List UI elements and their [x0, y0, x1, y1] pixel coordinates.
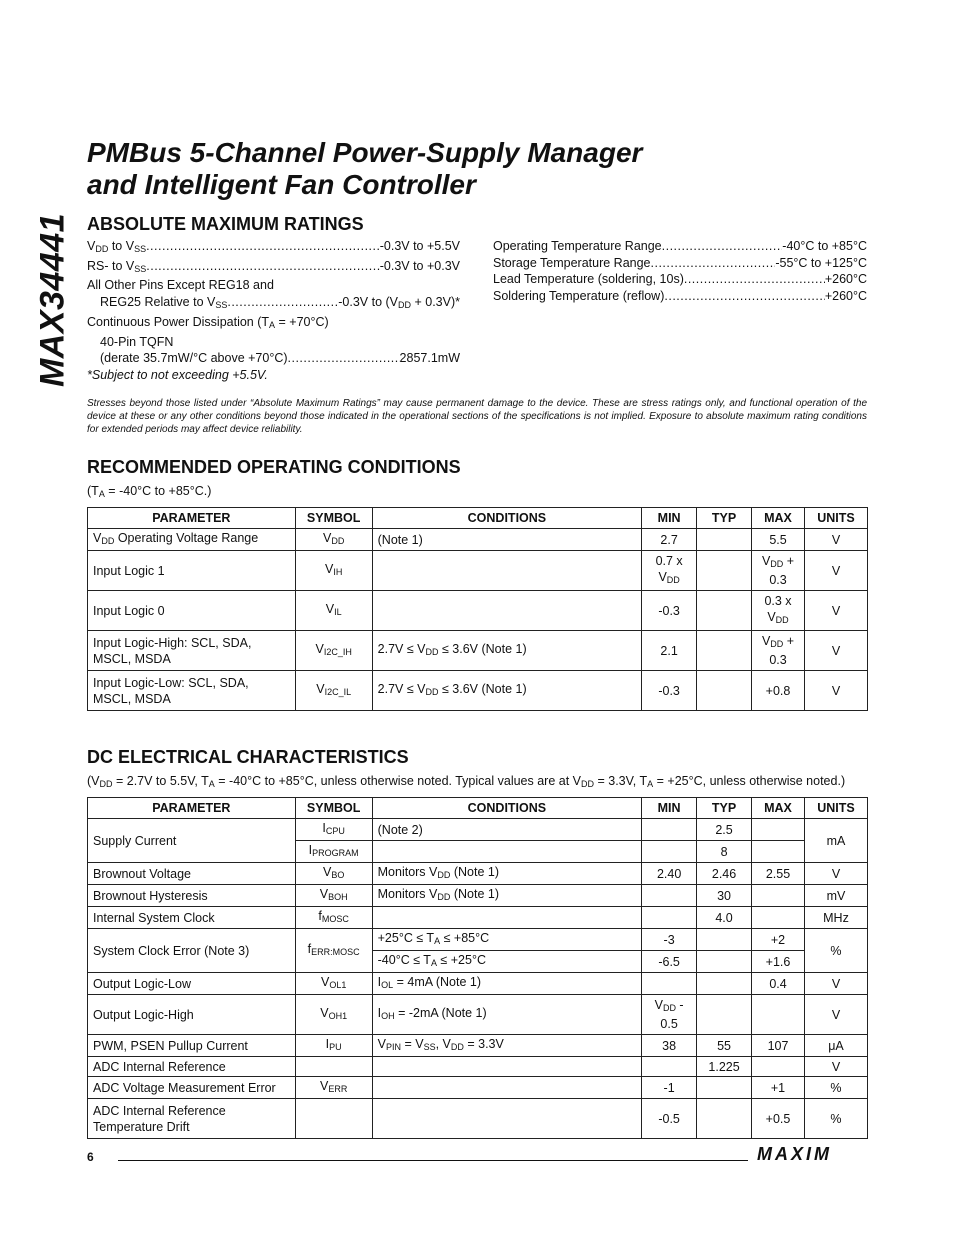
cell-units: V — [804, 591, 867, 631]
dc-conditions-note: ($V_{DD} = 2.7V$ to 5.5V, $T_A = -40^\circ C$ to +85°C, unless otherwise noted. Typical values are at $V_{DD} = 3.3V$, $T_A = +25^\circ C$, unless otherwise noted.) — [87, 774, 846, 789]
cell-max: 107 — [752, 1035, 805, 1057]
roc-heading: RECOMMENDED OPERATING CONDITIONS — [87, 457, 461, 477]
cell-max: $V_{DD}$ + 0.3 — [752, 551, 805, 591]
table-row — [88, 591, 868, 631]
cell-max — [752, 907, 805, 929]
table-row — [88, 1077, 868, 1099]
footer-divider — [118, 1160, 748, 1161]
cell-min — [642, 819, 697, 841]
amr-package-line: 40-Pin TQFN — [100, 334, 174, 349]
cell-conditions — [372, 907, 642, 929]
cell-typ — [697, 551, 752, 591]
cell-max: +1.6 — [752, 951, 805, 973]
amr-heading: ABSOLUTE MAXIMUM RATINGS — [87, 214, 364, 234]
cell-max: $V_{DD}$ + 0.3 — [752, 631, 805, 671]
cell-parameter: Supply Current — [88, 819, 296, 863]
table-row — [88, 551, 868, 591]
header-min: MIN — [642, 798, 697, 819]
cell-symbol: $I_{PROGRAM}$ — [295, 841, 372, 863]
cell-units: V — [804, 551, 867, 591]
cell-min: -0.3 — [642, 671, 697, 711]
cell-symbol: $V_{I2C\_IH}$ — [295, 631, 372, 671]
cell-conditions — [372, 841, 642, 863]
table-row — [88, 529, 868, 551]
amr-lead-temp-line: Lead Temperature (soldering, 10s) ..... +260°C — [493, 271, 867, 288]
cell-typ: 55 — [697, 1035, 752, 1057]
cell-typ: 2.5 — [697, 819, 752, 841]
cell-parameter: ADC Internal Reference Temperature Drift — [88, 1099, 296, 1139]
header-symbol: SYMBOL — [295, 508, 372, 529]
cell-parameter: System Clock Error (Note 3) — [88, 929, 296, 973]
header-min: MIN — [642, 508, 697, 529]
cell-parameter: Input Logic 0 — [88, 591, 296, 631]
cell-symbol: $f_{MOSC}$ — [295, 907, 372, 929]
roc-table — [87, 507, 868, 711]
cell-symbol: $f_{ERR:MOSC}$ — [295, 929, 372, 973]
table-row — [88, 819, 868, 841]
table-row — [88, 929, 868, 951]
cell-conditions — [372, 551, 642, 591]
cell-min: -6.5 — [642, 951, 697, 973]
cell-min — [642, 907, 697, 929]
cell-max: +1 — [752, 1077, 805, 1099]
document-title-line-2: and Intelligent Fan Controller — [87, 169, 476, 200]
cell-conditions — [372, 1077, 642, 1099]
amr-power-dissipation-line: Continuous Power Dissipation $(T_A = +70^\circ C)$ — [87, 314, 329, 330]
cell-min: -0.3 — [642, 591, 697, 631]
cell-min: 2.7 — [642, 529, 697, 551]
cell-units: MHz — [804, 907, 867, 929]
cell-parameter: Input Logic-Low: SCL, SDA, MSCL, MSDA — [88, 671, 296, 711]
header-parameter: PARAMETER — [88, 798, 296, 819]
table-header-row — [88, 798, 868, 819]
table-row — [88, 631, 868, 671]
cell-conditions: Monitors $V_{DD}$ (Note 1) — [372, 885, 642, 907]
cell-parameter: $V_{DD}$ Operating Voltage Range — [88, 529, 296, 551]
cell-conditions — [372, 1099, 642, 1139]
amr-storage-temp-line: Storage Temperature Range ..... -55°C to +125°C — [493, 255, 867, 272]
cell-typ — [697, 1099, 752, 1139]
cell-max: +0.5 — [752, 1099, 805, 1139]
table-row — [88, 907, 868, 929]
header-max: MAX — [752, 798, 805, 819]
roc-conditions-note: ($T_A = -40^\circ C$ to +85°C.) — [87, 484, 212, 499]
cell-typ: 30 — [697, 885, 752, 907]
header-typ: TYP — [697, 508, 752, 529]
table-header-row — [88, 508, 868, 529]
cell-min — [642, 885, 697, 907]
cell-units: % — [804, 1077, 867, 1099]
amr-footnote: *Subject to not exceeding +5.5V. — [87, 367, 268, 382]
cell-typ: 1.225 — [697, 1057, 752, 1077]
cell-units: V — [804, 631, 867, 671]
table-row — [88, 671, 868, 711]
cell-conditions: Monitors $V_{DD}$ (Note 1) — [372, 863, 642, 885]
cell-min: 0.7 x $V_{DD}$ — [642, 551, 697, 591]
cell-symbol: $V_{ERR}$ — [295, 1077, 372, 1099]
cell-min: 2.40 — [642, 863, 697, 885]
cell-max — [752, 885, 805, 907]
cell-min: -3 — [642, 929, 697, 951]
cell-symbol: $I_{CPU}$ — [295, 819, 372, 841]
cell-typ — [697, 529, 752, 551]
cell-min: -1 — [642, 1077, 697, 1099]
cell-units: V — [804, 863, 867, 885]
cell-parameter: ADC Voltage Measurement Error — [88, 1077, 296, 1099]
cell-max — [752, 841, 805, 863]
cell-conditions: $I_{OH} = -2mA$ (Note 1) — [372, 995, 642, 1035]
cell-typ — [697, 1077, 752, 1099]
amr-derate-line: (derate 35.7mW/°C above +70°C) ..... 2857.1mW — [87, 350, 460, 367]
cell-max: 0.3 x $V_{DD}$ — [752, 591, 805, 631]
cell-max — [752, 995, 805, 1035]
cell-units: % — [804, 1099, 867, 1139]
cell-conditions: (Note 1) — [372, 529, 642, 551]
cell-max — [752, 1057, 805, 1077]
dc-table — [87, 797, 868, 1139]
cell-symbol: $V_{DD}$ — [295, 529, 372, 551]
cell-symbol: $I_{PU}$ — [295, 1035, 372, 1057]
cell-parameter: Brownout Voltage — [88, 863, 296, 885]
cell-typ — [697, 951, 752, 973]
cell-parameter: Internal System Clock — [88, 907, 296, 929]
cell-symbol: $V_{IL}$ — [295, 591, 372, 631]
cell-max: 0.4 — [752, 973, 805, 995]
cell-max: 5.5 — [752, 529, 805, 551]
dc-heading: DC ELECTRICAL CHARACTERISTICS — [87, 747, 409, 767]
table-row — [88, 1035, 868, 1057]
cell-typ: 2.46 — [697, 863, 752, 885]
cell-symbol: $V_{OH1}$ — [295, 995, 372, 1035]
cell-symbol: $V_{OL1}$ — [295, 973, 372, 995]
cell-min: -0.5 — [642, 1099, 697, 1139]
cell-units: μA — [804, 1035, 867, 1057]
cell-conditions: $2.7V \le V_{DD} \le 3.6V$ (Note 1) — [372, 671, 642, 711]
cell-typ — [697, 671, 752, 711]
stress-disclaimer: Stresses beyond those listed under “Absolute Maximum Ratings” may cause permanent damage to the device. These are stress ratings only, and functional operation of the device at these or any other conditions beyond those indicated in the operational sections of the specifications is not implied. Exposure to absolute maximum rating conditions for extended periods may affect device reliability. — [87, 398, 867, 435]
cell-units: mA — [804, 819, 867, 863]
header-units: UNITS — [804, 798, 867, 819]
cell-min: $V_{DD}$ - 0.5 — [642, 995, 697, 1035]
cell-typ — [697, 631, 752, 671]
table-row — [88, 1057, 868, 1077]
header-typ: TYP — [697, 798, 752, 819]
cell-typ — [697, 995, 752, 1035]
cell-units: V — [804, 973, 867, 995]
table-row — [88, 863, 868, 885]
cell-typ: 8 — [697, 841, 752, 863]
cell-conditions — [372, 591, 642, 631]
side-part-number — [33, 212, 72, 388]
cell-parameter: Brownout Hysteresis — [88, 885, 296, 907]
cell-symbol: $V_{BOH}$ — [295, 885, 372, 907]
header-symbol: SYMBOL — [295, 798, 372, 819]
amr-other-pins-line: All Other Pins Except REG18 and — [87, 278, 274, 293]
document-title — [87, 137, 642, 201]
cell-conditions — [372, 1057, 642, 1077]
cell-units: V — [804, 529, 867, 551]
amr-operating-temp-line: Operating Temperature Range ..... -40°C to +85°C — [493, 238, 867, 255]
header-max: MAX — [752, 508, 805, 529]
cell-symbol: $V_{BO}$ — [295, 863, 372, 885]
header-units: UNITS — [804, 508, 867, 529]
cell-units: V — [804, 1057, 867, 1077]
maxim-logo: MAXIM — [757, 1144, 832, 1164]
table-row — [88, 885, 868, 907]
amr-vdd-line: $V_{DD}$ to $V_{SS}$ ..... -0.3V to +5.5V — [87, 238, 460, 258]
page-number: 6 — [87, 1150, 94, 1164]
amr-right-column — [493, 238, 867, 305]
cell-parameter: Input Logic-High: SCL, SDA, MSCL, MSDA — [88, 631, 296, 671]
cell-units: % — [804, 929, 867, 973]
cell-units: mV — [804, 885, 867, 907]
cell-min: 38 — [642, 1035, 697, 1057]
cell-typ — [697, 591, 752, 631]
cell-parameter: Output Logic-Low — [88, 973, 296, 995]
cell-typ — [697, 973, 752, 995]
cell-max: 2.55 — [752, 863, 805, 885]
cell-min — [642, 841, 697, 863]
cell-max — [752, 819, 805, 841]
cell-min — [642, 973, 697, 995]
cell-symbol — [295, 1057, 372, 1077]
cell-parameter: Input Logic 1 — [88, 551, 296, 591]
cell-max: +0.8 — [752, 671, 805, 711]
cell-conditions: (Note 2) — [372, 819, 642, 841]
table-row — [88, 995, 868, 1035]
cell-units: V — [804, 671, 867, 711]
cell-max: +2 — [752, 929, 805, 951]
header-conditions: CONDITIONS — [372, 798, 642, 819]
cell-typ: 4.0 — [697, 907, 752, 929]
cell-min: 2.1 — [642, 631, 697, 671]
amr-left-column — [87, 238, 460, 384]
table-row — [88, 1099, 868, 1139]
amr-rs-line: RS- to $V_{SS}$ ..... -0.3V to +0.3V — [87, 258, 460, 278]
amr-soldering-temp-line: Soldering Temperature (reflow) ..... +260°C — [493, 288, 867, 305]
cell-conditions: $V_{PIN} = V_{SS}$, $V_{DD} = 3.3V$ — [372, 1035, 642, 1057]
cell-symbol — [295, 1099, 372, 1139]
cell-conditions: $-40^\circ C \le T_A \le +25^\circ C$ — [372, 951, 642, 973]
cell-typ — [697, 929, 752, 951]
cell-min — [642, 1057, 697, 1077]
cell-symbol: $V_{I2C\_IL}$ — [295, 671, 372, 711]
cell-symbol: $V_{IH}$ — [295, 551, 372, 591]
cell-parameter: ADC Internal Reference — [88, 1057, 296, 1077]
header-conditions: CONDITIONS — [372, 508, 642, 529]
side-part-number-text: MAX34441 — [33, 212, 72, 388]
amr-reg25-line: REG25 Relative to $V_{SS}$ ..... -0.3V to $(V_{DD} + 0.3V)*$ — [87, 294, 460, 314]
cell-parameter: Output Logic-High — [88, 995, 296, 1035]
cell-conditions: $2.7V \le V_{DD} \le 3.6V$ (Note 1) — [372, 631, 642, 671]
cell-parameter: PWM, PSEN Pullup Current — [88, 1035, 296, 1057]
header-parameter: PARAMETER — [88, 508, 296, 529]
table-row — [88, 973, 868, 995]
cell-conditions: $+25^\circ C \le T_A \le +85^\circ C$ — [372, 929, 642, 951]
cell-units: V — [804, 995, 867, 1035]
document-title-line-1: PMBus 5-Channel Power-Supply Manager — [87, 137, 643, 168]
cell-conditions: $I_{OL} = 4mA$ (Note 1) — [372, 973, 642, 995]
